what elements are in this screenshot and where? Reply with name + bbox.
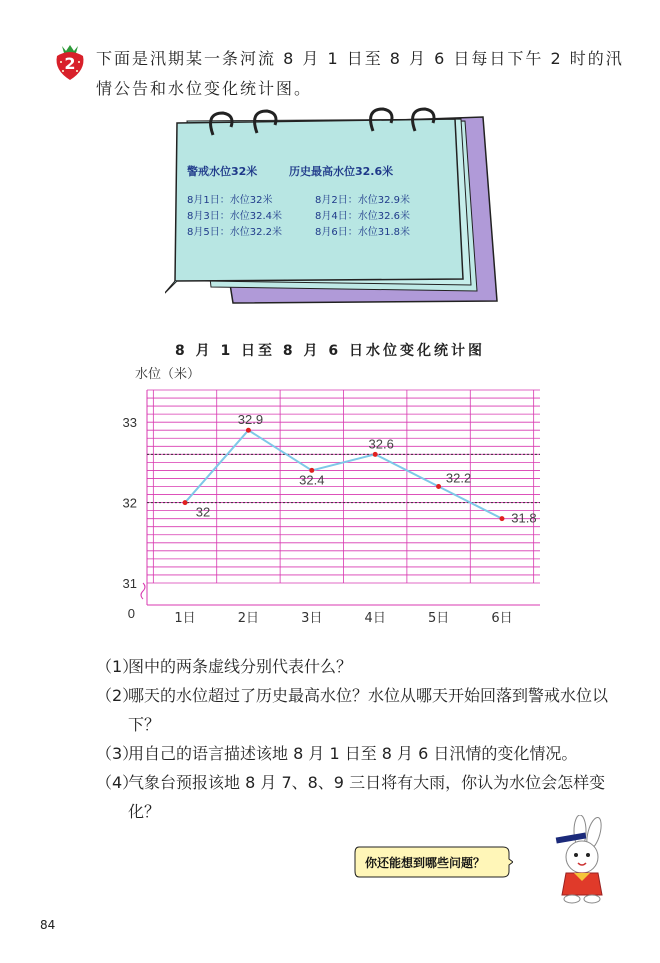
speech-bubble xyxy=(353,845,513,879)
data-point xyxy=(373,452,378,457)
x-tick-label: 2日 xyxy=(237,611,260,626)
chart-title: 8 月 1 日至 8 月 6 日水位变化统计图 xyxy=(174,343,486,359)
axis-break xyxy=(141,583,145,599)
x-tick-label: 6日 xyxy=(491,611,513,626)
intro-text: 下面是汛期某一条河流 8 月 1 日至 8 月 6 日每日下午 2 时的汛情公告和水位变化统计图。 xyxy=(96,49,624,98)
origin-label: 0 xyxy=(127,606,135,621)
record-level-heading: 历史最高水位32.6米 xyxy=(289,165,394,178)
question-number: （1） xyxy=(96,657,139,676)
x-tick-label: 1日 xyxy=(174,611,196,626)
data-point xyxy=(246,428,251,433)
calendar-entry: 8月4日：水位32.6米 xyxy=(315,211,410,222)
page-number: 84 xyxy=(40,918,56,932)
rabbit-icon xyxy=(530,815,620,905)
flood-notice-calendar xyxy=(165,105,505,315)
y-tick-label: 32 xyxy=(122,495,137,511)
y-tick-label: 31 xyxy=(122,576,137,591)
data-label: 32.2 xyxy=(445,470,472,486)
y-axis-label: 水位（米） xyxy=(135,367,201,382)
question-item xyxy=(96,739,636,768)
question-number: （3） xyxy=(96,744,139,763)
question-text: 哪天的水位超过了历史最高水位？水位从哪天开始回落到警戒水位以下？ xyxy=(128,686,609,734)
x-tick-label: 3日 xyxy=(301,611,323,626)
warning-level-heading: 警戒水位32米 xyxy=(187,165,258,178)
data-label: 32.6 xyxy=(368,436,394,452)
question-item xyxy=(96,652,636,681)
question-item xyxy=(96,681,636,739)
line-chart xyxy=(0,360,660,640)
bubble-text: 你还能想到哪些问题？ xyxy=(365,856,486,870)
y-tick-label: 33 xyxy=(122,415,137,431)
x-tick-label: 4日 xyxy=(364,611,386,626)
data-point xyxy=(183,500,188,505)
data-label: 32 xyxy=(195,504,211,520)
calendar-entry: 8月6日：水位31.8米 xyxy=(315,227,410,238)
data-label: 31.8 xyxy=(511,510,537,526)
question-list xyxy=(96,652,636,826)
question-number: （4） xyxy=(96,773,139,792)
data-label: 32.9 xyxy=(237,412,264,428)
data-point xyxy=(499,516,504,521)
rabbit-mascot xyxy=(530,815,620,905)
calendar-entry: 8月2日：水位32.9米 xyxy=(315,195,410,206)
water-level-chart xyxy=(0,360,660,640)
question-text: 气象台预报该地 8 月 7、8、9 三日将有大雨，你认为水位会怎样变化？ xyxy=(128,773,606,821)
data-point xyxy=(436,484,441,489)
x-tick-label: 5日 xyxy=(427,611,450,626)
problem-badge xyxy=(52,42,88,82)
question-text: 用自己的语言描述该地 8 月 1 日至 8 月 6 日汛情的变化情况。 xyxy=(128,744,578,763)
problem-number: 2 xyxy=(64,54,76,73)
calendar-entry: 8月3日：水位32.4米 xyxy=(187,211,282,222)
question-text: 图中的两条虚线分别代表什么？ xyxy=(128,657,353,676)
data-label: 32.4 xyxy=(299,472,325,488)
question-number: （2） xyxy=(96,686,139,705)
calendar-entry: 8月1日：水位32米 xyxy=(187,195,273,206)
calendar-entry: 8月5日：水位32.2米 xyxy=(187,227,282,238)
